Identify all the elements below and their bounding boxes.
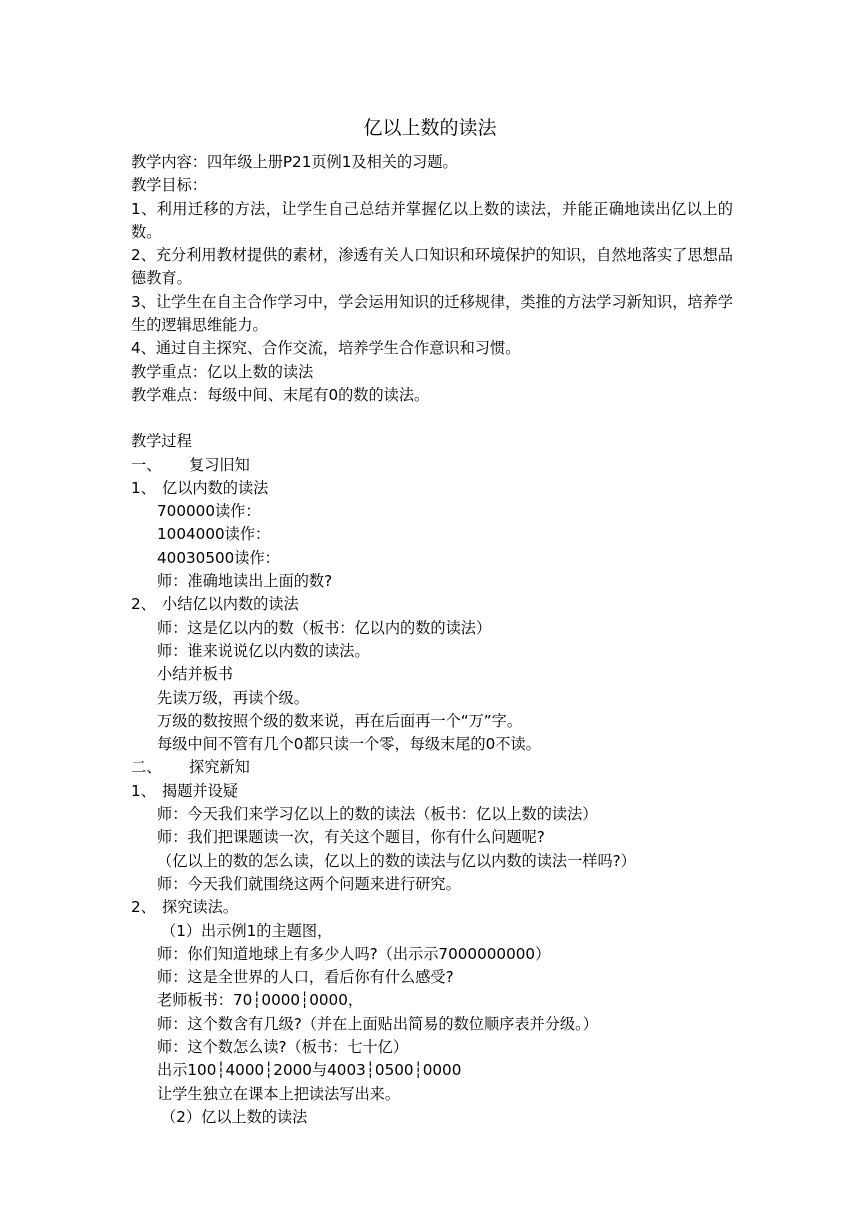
key-point: 教学重点：亿以上数的读法 — [131, 362, 314, 381]
section-title: 复习旧知 — [189, 455, 250, 474]
item-number: 2、 — [131, 595, 156, 614]
teaching-content: 教学内容：四年级上册P21页例1及相关的习题。 — [131, 153, 458, 171]
item-heading — [131, 896, 733, 919]
section-heading — [131, 454, 733, 477]
body-line: 700000读作： — [157, 502, 261, 521]
document-body — [131, 151, 733, 1129]
goal-item: 1、利用迁移的方法，让学生自己总结并掌握亿以上数的读法，并能正确地读出亿以上的数。 — [131, 199, 733, 241]
goal-item: 3、让学生在自主合作学习中，学会运用知识的迁移规律，类推的方法学习新知识，培养学生的逻辑思维能力。 — [131, 292, 733, 335]
item-title: 揭题并设疑 — [162, 781, 238, 800]
item-title: 探究读法。 — [162, 898, 238, 917]
body-line: 师：谁来说说亿以内数的读法。 — [157, 641, 370, 660]
body-line: 小结并板书 — [157, 665, 233, 684]
section-number: 一、 — [131, 455, 162, 474]
section-heading — [131, 756, 733, 779]
item-title: 亿以内数的读法 — [162, 478, 269, 497]
spacer — [131, 407, 733, 430]
body-line: （亿以上的数的怎么读，亿以上的数的读法与亿以内数的读法一样吗?） — [157, 851, 636, 870]
body-line: 1004000读作： — [157, 525, 271, 544]
goal-item: 4、通过自主探究、合作交流，培养学生合作意识和习惯。 — [131, 339, 521, 358]
document-title: 亿以上数的读法 — [363, 117, 497, 139]
body-line: 出示100┆4000┆2000与4003┆0500┆0000 — [157, 1061, 462, 1080]
section-title: 探究新知 — [189, 758, 250, 777]
difficulty: 教学难点：每级中间、末尾有0的数的读法。 — [131, 385, 430, 404]
goals-label: 教学目标： — [131, 176, 207, 195]
section-number: 二、 — [131, 758, 162, 777]
body-line: 万级的数按照个级的数来说，再在后面再一个“万”字。 — [157, 711, 523, 730]
body-line: 每级中间不管有几个0都只读一个零，每级末尾的0不读。 — [157, 735, 541, 754]
item-number: 1、 — [131, 781, 156, 800]
item-number: 1、 — [131, 478, 156, 497]
body-line: 老师板书：70┆0000┆0000， — [157, 991, 364, 1010]
body-line: 先读万级，再读个级。 — [157, 688, 309, 707]
body-line: 师：这个数含有几级?（并在上面贴出简易的数位顺序表并分级。） — [157, 1014, 598, 1033]
body-line: 师：你们知道地球上有多少人吗?（出示示7000000000） — [157, 944, 551, 963]
body-line: 师：这是亿以内的数（板书：亿以内的数的读法） — [157, 618, 492, 637]
item-heading — [131, 593, 733, 616]
body-line: 师：今天我们来学习亿以上的数的读法（板书：亿以上数的读法） — [157, 805, 598, 824]
item-number: 2、 — [131, 898, 156, 917]
item-heading — [131, 477, 733, 500]
body-line: （1）出示例1的主题图， — [161, 921, 333, 940]
goal-item: 2、充分利用教材提供的素材，渗透有关人口知识和环境保护的知识，自然地落实了思想品德教育。 — [131, 246, 733, 288]
body-line: 师：准确地读出上面的数? — [157, 572, 333, 591]
body-line: 师：这是全世界的人口，看后你有什么感受? — [157, 968, 454, 987]
body-line: 40030500读作： — [157, 548, 280, 567]
body-line: 师：今天我们就围绕这两个问题来进行研究。 — [157, 874, 461, 893]
process-label: 教学过程 — [131, 432, 192, 451]
body-line: 让学生独立在课本上把读法写出来。 — [157, 1084, 400, 1103]
body-line: （2）亿以上数的读法 — [161, 1107, 308, 1126]
item-heading — [131, 780, 733, 803]
body-line: 师：我们把课题读一次，有关这个题目，你有什么问题呢? — [157, 828, 545, 847]
item-title: 小结亿以内数的读法 — [162, 595, 299, 614]
body-line: 师：这个数怎么读?（板书：七十亿） — [157, 1037, 409, 1056]
